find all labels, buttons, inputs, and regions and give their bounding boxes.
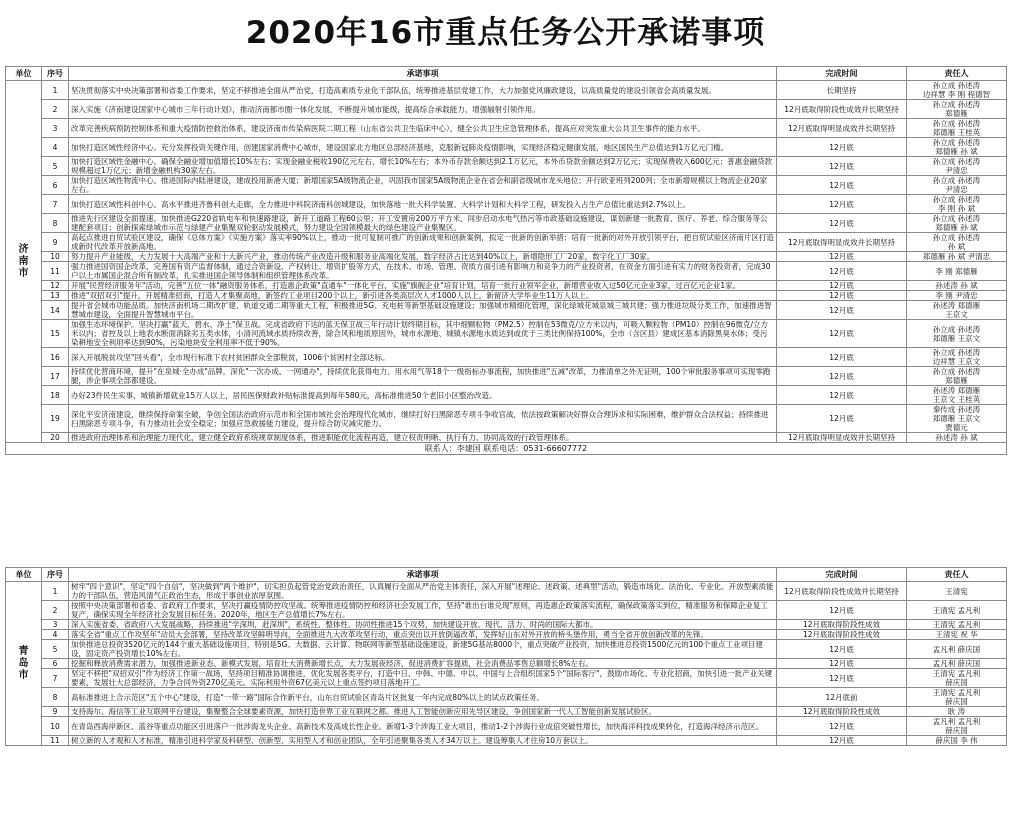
time-cell: 12月底取得明显成效并长期坚持 [777, 433, 907, 443]
seq-cell: 8 [42, 214, 69, 233]
header-seq: 序号 [42, 67, 69, 81]
item-cell: 高标准推进上合示范区"五个中心"建设，打造"一带一路"国际合作新平台，山东自贸试验区青岛片区批复一年内完成80%以上的试点政策任务。 [69, 688, 777, 707]
seq-cell: 2 [42, 601, 69, 620]
table-row [6, 233, 1007, 252]
time-cell: 12月底 [777, 405, 907, 433]
seq-cell: 9 [42, 233, 69, 252]
time-cell: 12月底取得阶段性成效 [777, 707, 907, 717]
seq-cell: 4 [42, 630, 69, 640]
item-cell: 树牢"四个意识"，坚定"四个自信"，坚决做到"两个维护"，切实担负起管党治党政治责任，认真履行全面从严治党主体责任，深入开展"述理论、述政策、述典型"活动，锻造市场化、法治化、专业化、开放型素质能力的干部队伍，营造风清气正政治生态，形成干事创业浓厚氛围。 [69, 582, 777, 601]
qingdao-table [5, 567, 1007, 746]
seq-cell: 20 [42, 433, 69, 443]
seq-cell: 8 [42, 688, 69, 707]
item-cell: 办好23件民生实事，城镇新增就业15万人以上，居民医保财政补贴标准提高到每年580元，高标准推进50个老旧小区整治改造。 [69, 386, 777, 405]
item-cell: 开展"民营经济服务年"活动，完善"五位一体"融资服务体系，打造惠企政策"直通车"一体化平台，实施"旗舰企业"培育计划，培育一批行业领军企业，新增营业收入过50亿元企业3家，过百亿元企业1家。 [69, 281, 777, 291]
item-cell: 改革完善疾病预防控制体系和重大疫情防控救治体系，建设济南市传染病医院二期工程（山东省公共卫生临床中心），健全公共卫生应急管理体系，提高应对突发重大公共卫生事件的能力水平。 [69, 119, 777, 138]
person-cell: 孟凡利 孟凡利 薛庆国 [907, 717, 1007, 736]
seq-cell: 9 [42, 707, 69, 717]
seq-cell: 2 [42, 100, 69, 119]
item-cell: 加快打造区域性金融中心。确保全融业增加值增长10%左右；实现金融业税收190亿元左右，增长10%左右；本外币存款余额达到2.1万亿元，本外币贷款余额达到2万亿元；实现保费收入600亿元；普惠金融贷款规模超过1万亿元；新增金融机构30家左右。 [69, 157, 777, 176]
table-row [6, 601, 1007, 620]
seq-cell: 13 [42, 291, 69, 301]
person-cell: 孙立成 孙述涛 尹清忠 [907, 176, 1007, 195]
seq-cell: 10 [42, 252, 69, 262]
table-row [6, 157, 1007, 176]
item-cell: 加快推进总投资3520亿元的144个重大基础设施项目，特别是5G、大数据、云计算、物联网等新型基础设施建设，新建5G基站8000个，重点突破产业投资，加快推进总投资1500亿元的100个重点工业项目建设，固定资产投资增长10%左右。 [69, 640, 777, 659]
seq-cell: 15 [42, 320, 69, 348]
person-cell: 孙立成 孙述涛 郑德雁 孙 斌 [907, 138, 1007, 157]
seq-cell: 5 [42, 640, 69, 659]
item-cell: 提升省会城市功能品质。加快济南机场二期改扩建、轨道交通二期等重大工程，积极推进5G、充电桩等新型基础设施建设；加强城市精细化管理，深化绿城花城泉城三城共建；强力推进垃圾分类工作，加速推进智慧城市建设，全面提升智慧城市平台。 [69, 301, 777, 320]
seq-cell: 17 [42, 367, 69, 386]
person-cell: 孙立成 孙述涛 尹清忠 [907, 157, 1007, 176]
seq-cell: 4 [42, 138, 69, 157]
table-row [6, 367, 1007, 386]
table-row [6, 433, 1007, 443]
header-seq: 序号 [42, 568, 69, 582]
header-time: 完成时间 [777, 67, 907, 81]
header-person: 责任人 [907, 568, 1007, 582]
table-row [6, 582, 1007, 601]
table-row [6, 301, 1007, 320]
time-cell: 12月底 [777, 157, 907, 176]
time-cell: 12月底 [777, 717, 907, 736]
person-cell: 孙述涛 孙 斌 [907, 433, 1007, 443]
item-cell: 深入实施《济南建设国家中心城市三年行动计划》，推动济南都市圈一体化发展，不断提升城市能级，提高综合承载能力、增强辐射引领作用。 [69, 100, 777, 119]
person-cell: 王清宪 祝 华 [907, 630, 1007, 640]
person-cell: 孙述涛 孙 斌 [907, 281, 1007, 291]
seq-cell: 11 [42, 262, 69, 281]
qingdao-table-body [6, 582, 1007, 746]
item-cell: 推进政府治理体系和治理能力现代化，建立健全政府系统规章制度体系，推进职能优化流程再造，建立权责明晰、执行有力、协同高效的行政管理体系。 [69, 433, 777, 443]
item-cell: 树立新的人才观和人才标准，精准引进科学家及科研型、创新型、实用型人才和创业团队，全年引进聚集各类人才34万以上。建设筹集人才住房10万套以上。 [69, 736, 777, 746]
header-unit: 单位 [6, 67, 42, 81]
time-cell: 12月底 [777, 281, 907, 291]
table-row [6, 640, 1007, 659]
seq-cell: 5 [42, 157, 69, 176]
time-cell: 12月底 [777, 214, 907, 233]
city-cell [6, 582, 42, 746]
item-cell: 加快打造区域性科创中心。高水平推进齐鲁科创大走廊，全力推进中科院济南科创城建设，加快落地一批大科学装置、大科学计划和大科学工程，研发投入占生产总值比重达到2.7%以上。 [69, 195, 777, 214]
city-name: 济南市 [18, 243, 29, 279]
person-cell: 王清宪 孟凡利 薛庆国 [907, 669, 1007, 688]
person-cell: 李 刚 尹清忠 [907, 291, 1007, 301]
table-header-row [6, 568, 1007, 582]
time-cell: 12月底 [777, 659, 907, 669]
person-cell: 孙述涛 郑德雁 王京文 [907, 301, 1007, 320]
table-row [6, 405, 1007, 433]
person-cell: 孙立成 孙述涛 边祥慧 李 刚 程德智 [907, 81, 1007, 100]
person-cell: 薛庆国 李 伟 [907, 736, 1007, 746]
seq-cell: 11 [42, 736, 69, 746]
time-cell: 12月底 [777, 262, 907, 281]
person-cell: 孙述涛 郑德雁 王京文 王桂英 [907, 386, 1007, 405]
table-row [6, 386, 1007, 405]
time-cell: 12月底取得阶段性成效并长期坚持 [777, 100, 907, 119]
document-title: 2020年16市重点任务公开承诺事项 [245, 15, 766, 51]
seq-cell: 19 [42, 405, 69, 433]
seq-cell: 18 [42, 386, 69, 405]
item-cell: 努力提升产业能级，大力发展十大高端产业和十大新兴产业，推动传统产业改造升级和服务业高端化发展，数字经济占比达到40%以上，新增隐形工厂20家，数字化工厂30家。 [69, 252, 777, 262]
table-row [6, 262, 1007, 281]
header-person: 责任人 [907, 67, 1007, 81]
seq-cell: 6 [42, 659, 69, 669]
item-cell: 在青岛西海岸新区、蓝谷等重点功能区引进落户一批涉海龙头企业、高新技术及高成长性企业。新增1-3个涉海工业大项目，推动1-2个涉海行业成倍突破性增长，加快海洋科技成果转化，打造海洋经济示范区。 [69, 717, 777, 736]
table-row [6, 81, 1007, 100]
item-cell: 挖掘和释放消费需求潜力，加强推进新业态、新模式发展，培育壮大消费新增长点，大力发展夜经济，促进消费扩容提质，社会消费品零售总额增长8%左右。 [69, 659, 777, 669]
table-row [6, 688, 1007, 707]
time-cell: 12月底 [777, 348, 907, 367]
table-row [6, 252, 1007, 262]
time-cell: 12月底 [777, 252, 907, 262]
table-row [6, 630, 1007, 640]
person-cell: 王清宪 孟凡利 薛庆国 [907, 688, 1007, 707]
table-row [6, 620, 1007, 630]
time-cell: 12月底 [777, 367, 907, 386]
table-row [6, 138, 1007, 157]
person-cell: 王清宪 孟凡利 [907, 601, 1007, 620]
item-cell: 深入开展脱贫攻坚"回头看"，全市现行标准下农村贫困群众全部脱贫，1006个贫困村全部达标。 [69, 348, 777, 367]
item-cell: 推进先行区建设全面提速。加快推进G220省轨电车和快速路建设，新开工道路工程60公里；开工安置房200万平方米，同步启动水电气热污等市政基础设施建设，谋划新建一批教育、医疗、养老、综合服务等公建配套项目；创新探索绿城市示范与绿建产业集聚双轮驱动发展模式，努力建设全国领模最大的绿色建设产业集聚区。 [69, 214, 777, 233]
table-row [6, 195, 1007, 214]
seq-cell: 1 [42, 582, 69, 601]
table-row [6, 659, 1007, 669]
item-cell: 坚决贯彻落实中央决策部署和省委工作要求，坚定不移推进全面从严治党，打造高素质专业化干部队伍，统筹推进基层党建工作，大力加强党风廉政建设，以高质量党的建设引领省会高质量发展。 [69, 81, 777, 100]
time-cell: 12月底 [777, 195, 907, 214]
seq-cell: 12 [42, 281, 69, 291]
time-cell: 12月底取得阶段性成效 [777, 620, 907, 630]
person-cell: 王清宪 孟凡利 [907, 620, 1007, 630]
time-cell: 12月底 [777, 176, 907, 195]
table-row [6, 176, 1007, 195]
table-row [6, 736, 1007, 746]
time-cell: 12月底取得明显成效并长期坚持 [777, 119, 907, 138]
contact-info: 联系人：李建国 联系电话：0531-66607772 [6, 443, 1007, 455]
item-cell: 支持海尔、海信等工业互联网平台建设，集聚整合全球要素资源，加快打造世界工业互联网之都。推进人工智能创新应用先导区建设，争创国家新一代人工智能创新发展试验区。 [69, 707, 777, 717]
person-cell: 孙立成 孙述涛 郑德雁 王京文 [907, 320, 1007, 348]
table-row [6, 707, 1007, 717]
person-cell: 孙立成 孙述涛 郑德雁 [907, 100, 1007, 119]
time-cell: 12月底 [777, 301, 907, 320]
time-cell: 12月底 [777, 138, 907, 157]
item-cell: 坚定不移把"双招双引"作为经济工作第一战场，坚持项目精准协调推进，优化发展各类平台，打造中日、中韩、中德、中以、中国与上合组织国家5个"国际客厅"，鼓励市场化、专业化招商，加快引进一批产业关键要素，发展壮大总部经济，力争合同外资270亿美元、实际利用外资67亿美元以上重点签约项目落地开工。 [69, 669, 777, 688]
time-cell: 12月底取得阶段性成效并长期坚持 [777, 582, 907, 601]
table-row [6, 281, 1007, 291]
time-cell: 长期坚持 [777, 81, 907, 100]
item-cell: 加强生态环境保护。坚决打赢"蓝天、碧水、净土"保卫战。完成省政府下达的蓝天保卫战三年行动计划终期目标，其中细颗粒物（PM2.5）控制在53微克/立方米以内，可吸入颗粒物（PM10）控制在96微克/立方米以内；省控及以上地表水断面消除劣五类水体，小清河流域水质持续改善，除合风和地质原因外，城市水源地、城镇水源地水质达到或优于三类比例保持100%，全市（含区县）建成区基本消除黑臭水体；受污染耕地安全利用率达到90%，污染地块安全利用率不低于90%。 [69, 320, 777, 348]
header-item: 承诺事项 [69, 67, 777, 81]
seq-cell: 16 [42, 348, 69, 367]
person-cell: 李 刚 郑德雁 [907, 262, 1007, 281]
person-cell: 孟凡利 薛庆国 [907, 659, 1007, 669]
time-cell: 12月底 [777, 386, 907, 405]
seq-cell: 7 [42, 195, 69, 214]
item-cell: 高起点推进自贸试验区建设，确保《总体方案》《实施方案》落实率90%以上，推动一批可复制可推广的创新成果和创新案例，拟定一批新的创新举措；培育一批新的对外开放引领平台，把自贸试验区济南片区打造成新时代改革开放新高地。 [69, 233, 777, 252]
person-cell: 秦传成 孙述涛 郑德雁 王京文 贾德元 [907, 405, 1007, 433]
person-cell: 郑德雁 孙 斌 尹清忠 [907, 252, 1007, 262]
seq-cell: 14 [42, 301, 69, 320]
table-row [6, 100, 1007, 119]
seq-cell: 10 [42, 717, 69, 736]
item-cell: 落实全省"重点工作攻坚年"动员大会部署，坚持改革攻坚鲜明导向，全面推进九大改革攻坚行动，重点突出以开放倒逼改革，发挥好山东对外开放的桥头堡作用，勇当全省开放创新改革的先锋。 [69, 630, 777, 640]
table-row [6, 669, 1007, 688]
time-cell: 12月底取得明显成效并长期坚持 [777, 233, 907, 252]
item-cell: 加快打造区域性经济中心。充分发挥投资关键作用，创建国家消费中心城市，建设国家北方地区总部经济基地，克服新冠肺炎疫情影响，实现经济稳定健康发展，地区国民生产总值达到1万亿元门槛。 [69, 138, 777, 157]
person-cell: 孙立成 孙述涛 郑德雁 王桂英 [907, 119, 1007, 138]
time-cell: 12月底 [777, 669, 907, 688]
time-cell: 12月底 [777, 601, 907, 620]
time-cell: 12月底取得阶段性成效 [777, 630, 907, 640]
jinan-table [5, 66, 1007, 455]
table-row [6, 214, 1007, 233]
jinan-table-body [6, 81, 1007, 455]
person-cell: 孙立成 孙述涛 孙 斌 [907, 233, 1007, 252]
item-cell: 强力推进国资国企改革，完善国有资产监督体制，通过合资新设、产权转让、增资扩股等方式，在技术、市场、管理、资质方面引进有影响力和竞争力的产业投资者，在资金方面引进有实力的财务投资者，完成30户以上市属国企混合所有制改革，扎实推进国企领导体制和组织管理体系改革。 [69, 262, 777, 281]
contact-row [6, 443, 1007, 455]
item-cell: 加快打造区域性物流中心。推进国际内陆港建设，建成投用新港大厦；新增国家5A级物流企业，巩固我市国家5A级物流企业在省会和副省级城市龙头地位；开行欧亚班列200列；全市新增规模以上物流企业20家左右。 [69, 176, 777, 195]
person-cell: 王清宪 [907, 582, 1007, 601]
person-cell: 耿 涛 [907, 707, 1007, 717]
table-row [6, 717, 1007, 736]
table-row [6, 119, 1007, 138]
item-cell: 按照中央决策部署和省委、省政府工作要求，坚决打赢疫情防控攻坚战。统筹推进疫情防控和经济社会发展工作，坚持"谁出台谁兑现"原则，再造惠企政策落实流程，确保政策落实到位，精准服务和保障企业复工复产，确保实现全年经济社会发展目标任务。2020年，地区生产总值增长7%左右。 [69, 601, 777, 620]
city-name: 青岛市 [18, 645, 29, 681]
item-cell: 深化平安济南建设，继续保持命案全破，争创全国法治政府示范市和全国市域社会治理现代化城市，继续打好扫黑除恶专项斗争收官战，依法按政策解决好群众合理诉求和实际困难，维护群众合法权益；持续推进扫黑除恶专项斗争，有力推动社会安全稳定；加强应急救援能力建设，提升综合防灾减灾能力。 [69, 405, 777, 433]
table-header-row [6, 67, 1007, 81]
item-cell: 推进"双招双引"提升，开展精准招商，打造人才集聚高地，新签约工业项目200个以上，新引进各类高层次人才1000人以上，新留济大学毕业生11万人以上。 [69, 291, 777, 301]
item-cell: 深入实施省委、省政府八大发展战略，持续推进"学深圳，赶深圳"，系统性、整体性、协同性推进15个攻势，加快建设开放、现代、活力、时尚的国际大都市。 [69, 620, 777, 630]
time-cell: 12月底前 [777, 688, 907, 707]
person-cell: 孙立成 孙述涛 李 刚 孙 斌 [907, 195, 1007, 214]
table-row [6, 320, 1007, 348]
header-unit: 单位 [6, 568, 42, 582]
person-cell: 孙立成 孙述涛 郑德雁 [907, 367, 1007, 386]
person-cell: 孙立成 孙述涛 边祥慧 王京文 [907, 348, 1007, 367]
seq-cell: 1 [42, 81, 69, 100]
table-row [6, 348, 1007, 367]
header-time: 完成时间 [777, 568, 907, 582]
table-row [6, 291, 1007, 301]
person-cell: 孙立成 孙述涛 郑德雁 孙 斌 [907, 214, 1007, 233]
time-cell: 12月底 [777, 736, 907, 746]
time-cell: 12月底 [777, 640, 907, 659]
header-item: 承诺事项 [69, 568, 777, 582]
seq-cell: 3 [42, 119, 69, 138]
time-cell: 12月底 [777, 320, 907, 348]
person-cell: 孟凡利 薛庆国 [907, 640, 1007, 659]
seq-cell: 7 [42, 669, 69, 688]
item-cell: 持续优化营商环境，提升"在泉城·全办成"品牌，深化"一次办成、一网通办"，持续优化获得电力、用水用气等18个一级指标办事流程，加快推进"五减"改革，力推清单之外无证明，100个审批服务事项可实现零跑腿，涉企事项全部都建设。 [69, 367, 777, 386]
time-cell: 12月底 [777, 291, 907, 301]
city-cell [6, 81, 42, 443]
seq-cell: 3 [42, 620, 69, 630]
seq-cell: 6 [42, 176, 69, 195]
